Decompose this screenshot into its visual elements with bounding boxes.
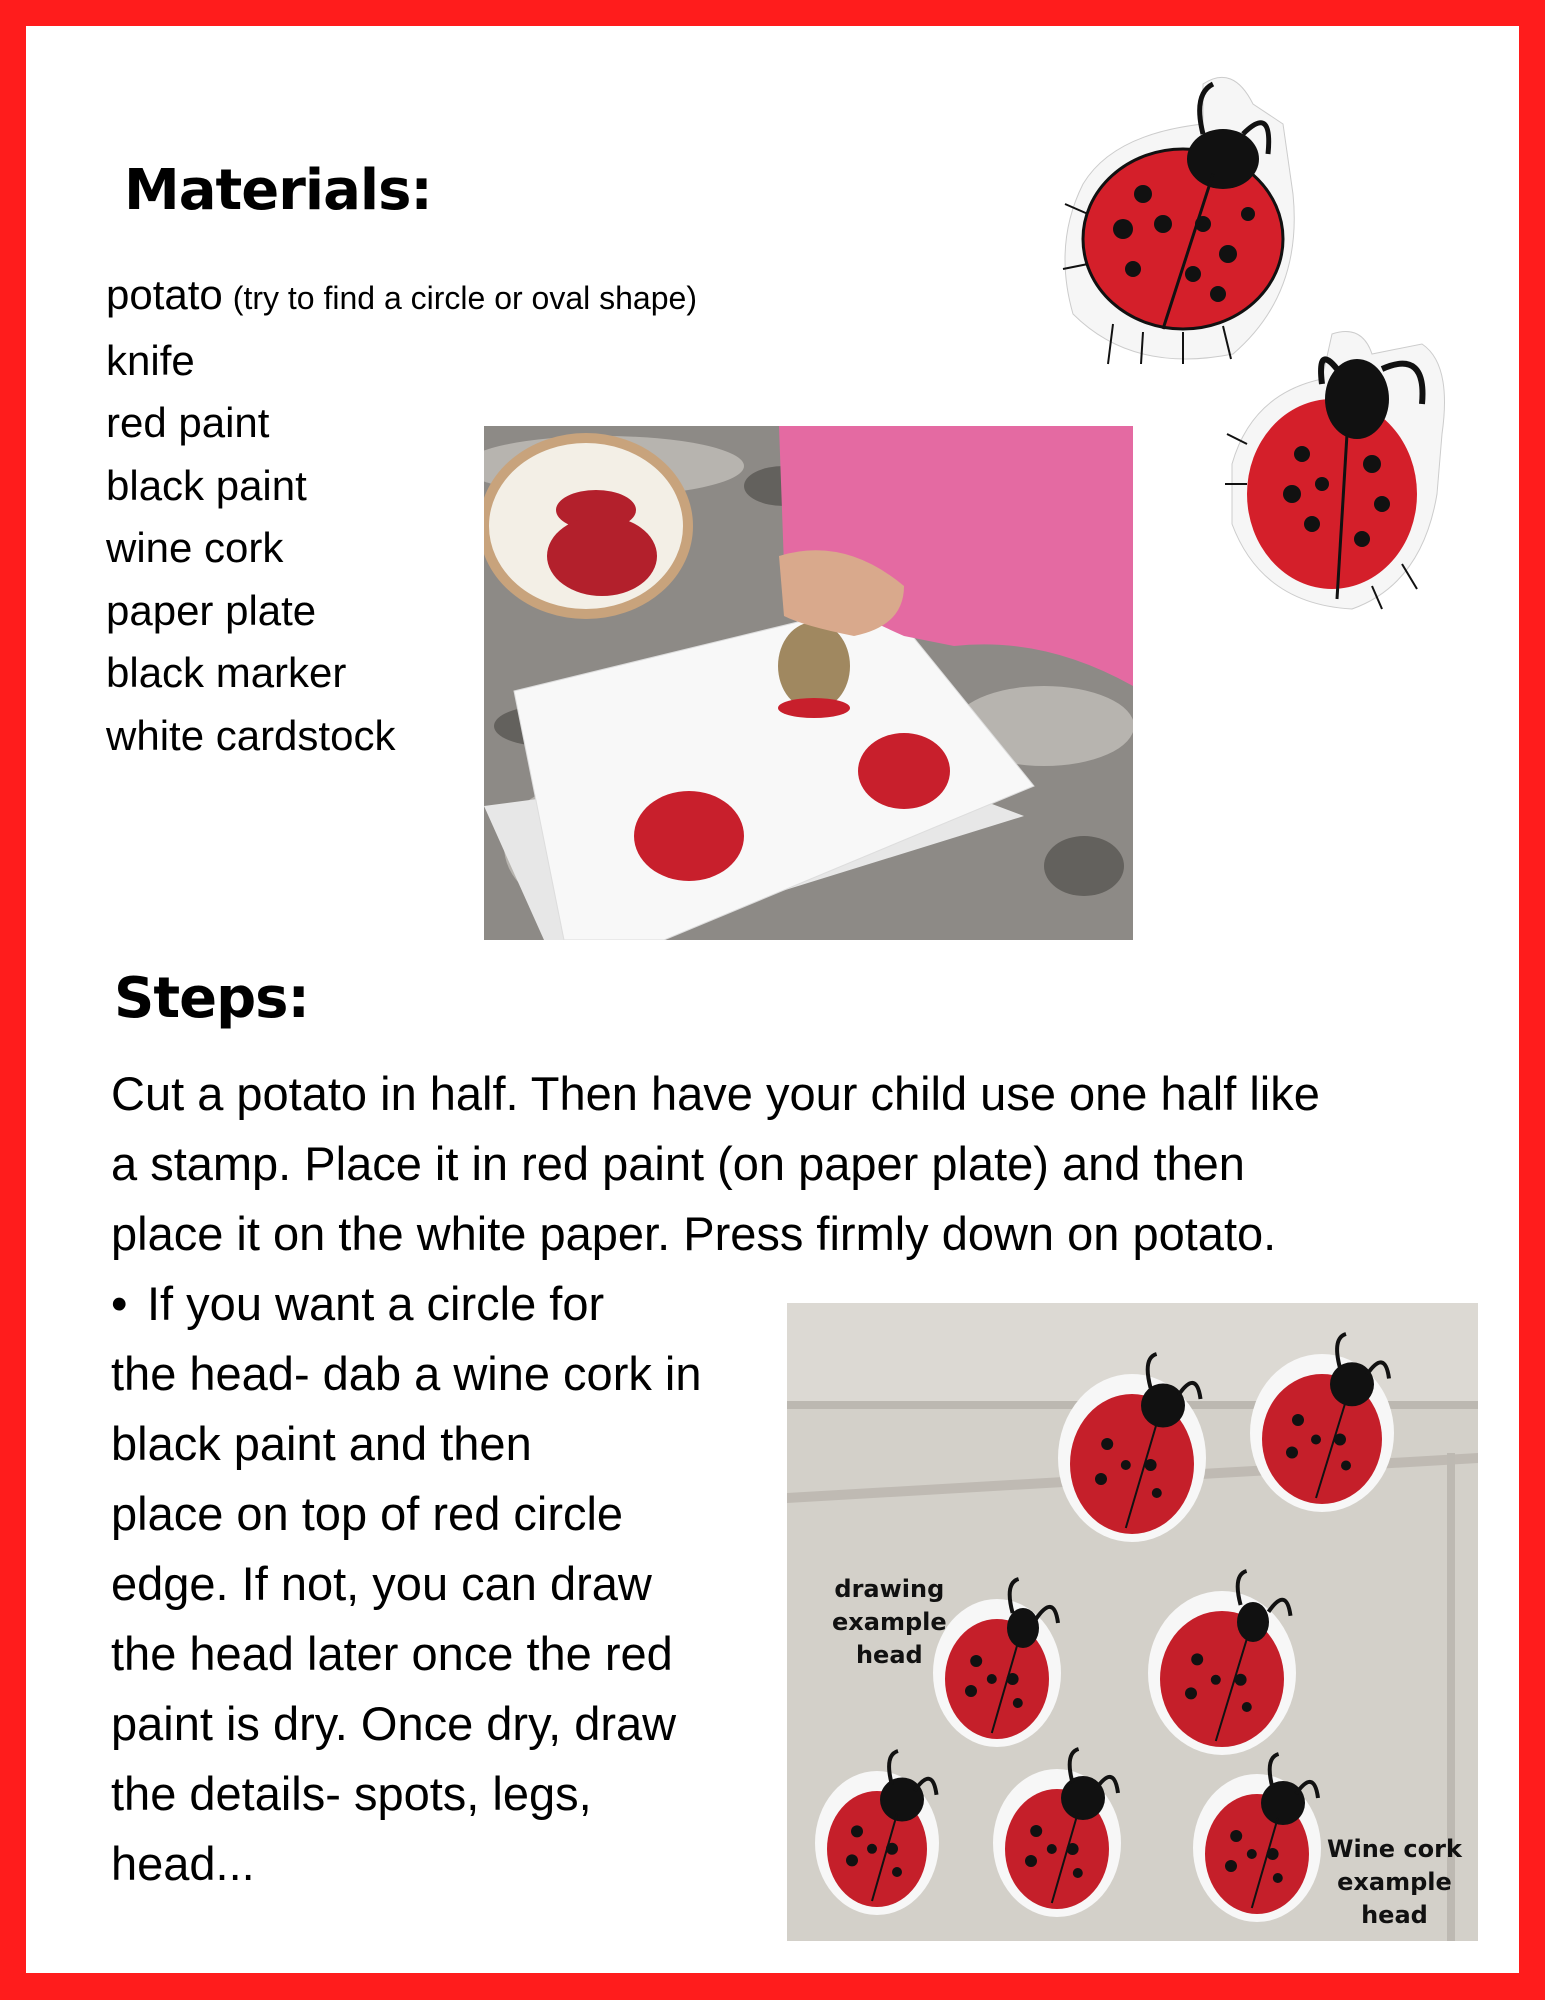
bullet-line: place on top of red circle (111, 1487, 624, 1540)
label-line: head (1361, 1901, 1428, 1929)
bullet-line: the head- dab a wine cork in (111, 1347, 702, 1400)
bullet-line: the head later once the red (111, 1627, 673, 1680)
ladybugs-cabinet-photo (787, 1303, 1478, 1941)
ladybug-cutout (933, 1579, 1061, 1747)
ladybug-cutout (815, 1751, 939, 1915)
material-item: paper plate (106, 586, 317, 634)
steps-heading: Steps: (114, 966, 309, 1031)
material-item: white cardstock (106, 711, 396, 759)
steps-paragraph (111, 1059, 1320, 1269)
materials-heading: Materials: (124, 158, 432, 223)
paragraph-line: Cut a potato in half. Then have your child use one half like (111, 1067, 1320, 1120)
label-line: drawing (834, 1575, 945, 1603)
material-item (106, 264, 697, 330)
material-item: wine cork (106, 524, 284, 571)
paragraph-line: place it on the white paper. Press firmly down on potato. (111, 1207, 1277, 1260)
ladybug-cutout (1193, 1754, 1321, 1922)
label-line: example (1337, 1868, 1452, 1896)
paragraph-line: a stamp. Place it in red paint (on paper plate) and then (111, 1137, 1245, 1190)
bullet-line: paint is dry. Once dry, draw (111, 1697, 677, 1750)
steps-bullet (111, 1269, 701, 1899)
label-line: head (855, 1641, 923, 1669)
material-item: red paint (106, 399, 270, 446)
bullet-line: edge. If not, you can draw (111, 1557, 652, 1610)
material-item: black paint (106, 461, 307, 509)
label-line: example (832, 1608, 947, 1636)
material-note: (try to find a circle or oval shape) (232, 280, 697, 316)
stamping-photo (484, 426, 1133, 940)
craft-page (26, 26, 1519, 1973)
ladybug-cutout (993, 1749, 1121, 1917)
label-line: Wine cork (1327, 1835, 1462, 1863)
drawing-example-label (832, 1573, 947, 1672)
bullet-line (83, 1269, 701, 1339)
material-label: potato (106, 271, 223, 318)
material-item: knife (106, 336, 195, 384)
bullet-line: head... (111, 1837, 255, 1890)
wine-cork-example-label (1327, 1833, 1462, 1932)
ladybug-cutout (1148, 1571, 1296, 1755)
bullet-line: the details- spots, legs, (111, 1767, 592, 1820)
material-item: black marker (106, 649, 347, 696)
bullet-line: black paint and then (111, 1417, 532, 1470)
bullet-text: If you want a circle for (147, 1277, 605, 1330)
ladybug-cork-head-image (1222, 324, 1457, 612)
